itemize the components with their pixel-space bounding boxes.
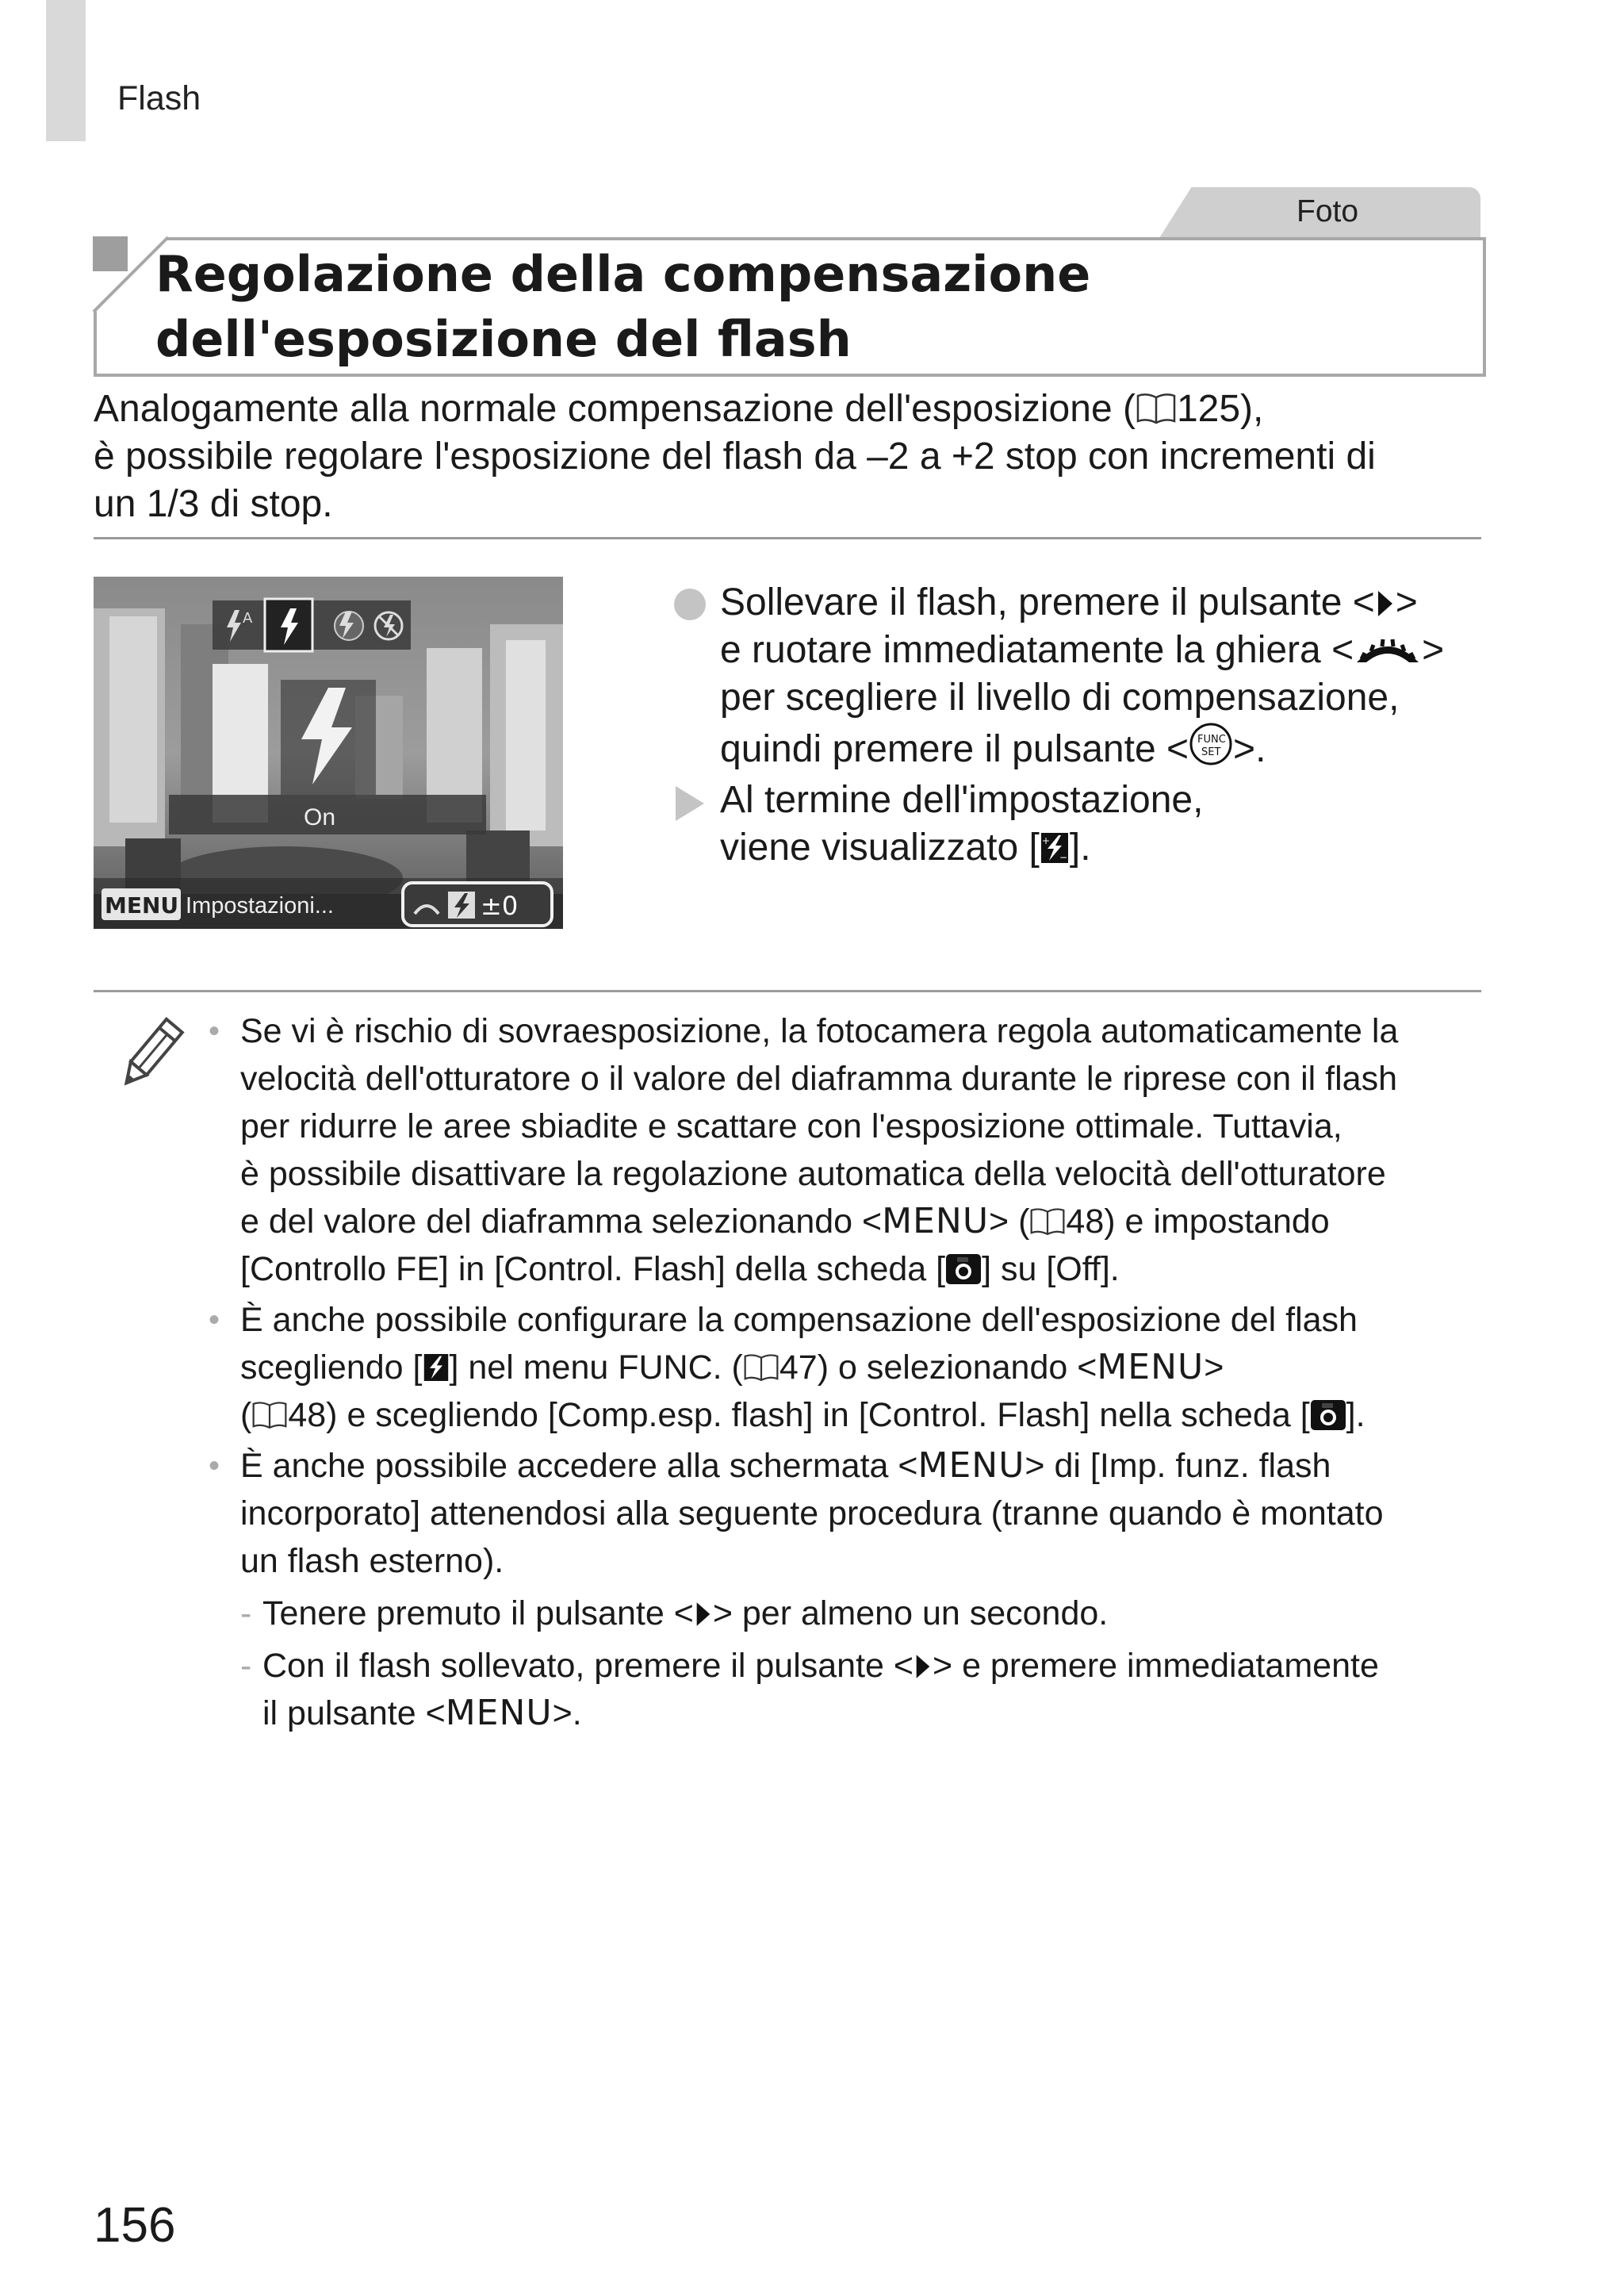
- svg-text:A: A: [243, 610, 253, 627]
- page-title: Regolazione della compensazione dell'esposizione del flash: [155, 245, 1091, 368]
- control-dial-icon: [1354, 635, 1422, 667]
- menu-button-label: MENU: [917, 1445, 1025, 1486]
- mode-tab-label: Foto: [1297, 194, 1359, 228]
- title-box-left-edge: [94, 309, 97, 374]
- menu-button-label: MENU: [882, 1201, 990, 1241]
- step-item: Sollevare il flash, premere il pulsante < > e ruotare immediatamente la ghiera < > per scegliere il livello di compensazione, quindi premere il pulsante < FUNC SET >.: [672, 579, 1497, 773]
- notes-divider: [94, 990, 1481, 992]
- running-head: Flash: [117, 79, 201, 117]
- result-arrow-icon: [672, 784, 707, 823]
- func-set-button-icon: [1189, 722, 1233, 766]
- exposure-value-box: [403, 883, 552, 926]
- camera-icon: [945, 1253, 982, 1285]
- bullet-circle-icon: [672, 587, 707, 622]
- svg-text:SET: SET: [1201, 746, 1221, 758]
- exposure-value: ±0: [481, 891, 519, 921]
- camera-screen-illustration: [94, 577, 563, 929]
- flash-exposure-icon: [423, 1352, 450, 1383]
- intro-paragraph: Analogamente alla normale compensazione dell'esposizione ( 125), è possibile regolare l'esposizione del flash da –2 a +2 stop con incrementi di un 1/3 di stop.: [94, 388, 1376, 525]
- notes-section: [94, 1007, 1481, 1742]
- menu-button-label: MENU: [1097, 1347, 1205, 1387]
- step-item: Al termine dell'impostazione, viene visualizzato [ + − ].: [672, 777, 1497, 872]
- svg-text:FUNC: FUNC: [1197, 734, 1226, 746]
- camera-icon: [1310, 1399, 1346, 1431]
- sub-step-item: - Tenere premuto il pulsante < > per almeno un secondo.: [240, 1594, 1109, 1632]
- slow-sync-icon: [335, 612, 363, 640]
- menu-hint-text: Impostazioni...: [186, 893, 334, 919]
- camera-screen: [94, 577, 563, 929]
- right-arrow-button-icon: [1375, 588, 1396, 619]
- flash-mode-label: On: [304, 804, 336, 830]
- note-item: • È anche possibile configurare la compensazione dell'esposizione del flash scegliendo [ ] nel menu FUNC. ( 47) o selezionando <MENU> ( 48) e scegliendo [Comp.esp. flash] in [Control. Flash] nella scheda [ ].: [209, 1301, 1365, 1434]
- menu-badge-text: MENU: [105, 892, 179, 919]
- flash-exposure-icon: [1040, 831, 1070, 865]
- svg-text:−: −: [1059, 852, 1067, 863]
- sub-step-item: - Con il flash sollevato, premere il pulsante < > e premere immediatamente il pulsante <MENU>.: [240, 1647, 1379, 1733]
- note-item: • È anche possibile accedere alla schermata <MENU> di [Imp. funz. flash incorporato] attenendosi alla seguente procedura (tranne quando è montato un flash esterno). - Tenere premuto il pulsante < > per almeno un secondo. - Con il flash sollevato, premere il pulsante < > e premere immediatamente il pulsante <MENU>.: [240, 1442, 1481, 1737]
- chapter-tab-bar: [46, 0, 86, 141]
- book-icon: [1136, 391, 1177, 426]
- svg-text:+: +: [1041, 835, 1050, 846]
- note-item: • Se vi è rischio di sovraesposizione, la fotocamera regola automaticamente la velocità dell'otturatore o il valore del diaframma durante le riprese con il flash per ridurre le aree sbiadite e scattare con l'esposizione ottimale. Tuttavia, è possibile disattivare la regolazione automatica della velocità dell'otturatore e del valore del diaframma selezionando <MENU> ( 48) e impostando [Controllo FE] in [Control. Flash] della scheda [ ] su [Off].: [209, 1012, 1399, 1288]
- book-icon: [743, 1352, 779, 1383]
- instruction-steps: [672, 579, 1497, 872]
- page-number: 156: [94, 2198, 176, 2253]
- book-icon: [1029, 1206, 1066, 1237]
- pencil-note-icon: [114, 1015, 186, 1095]
- section-divider: [94, 537, 1481, 539]
- menu-button-label: MENU: [445, 1693, 553, 1733]
- sub-steps: [240, 1590, 1481, 1737]
- right-arrow-button-icon: [914, 1651, 933, 1682]
- book-icon: [251, 1399, 288, 1431]
- right-arrow-button-icon: [694, 1599, 713, 1629]
